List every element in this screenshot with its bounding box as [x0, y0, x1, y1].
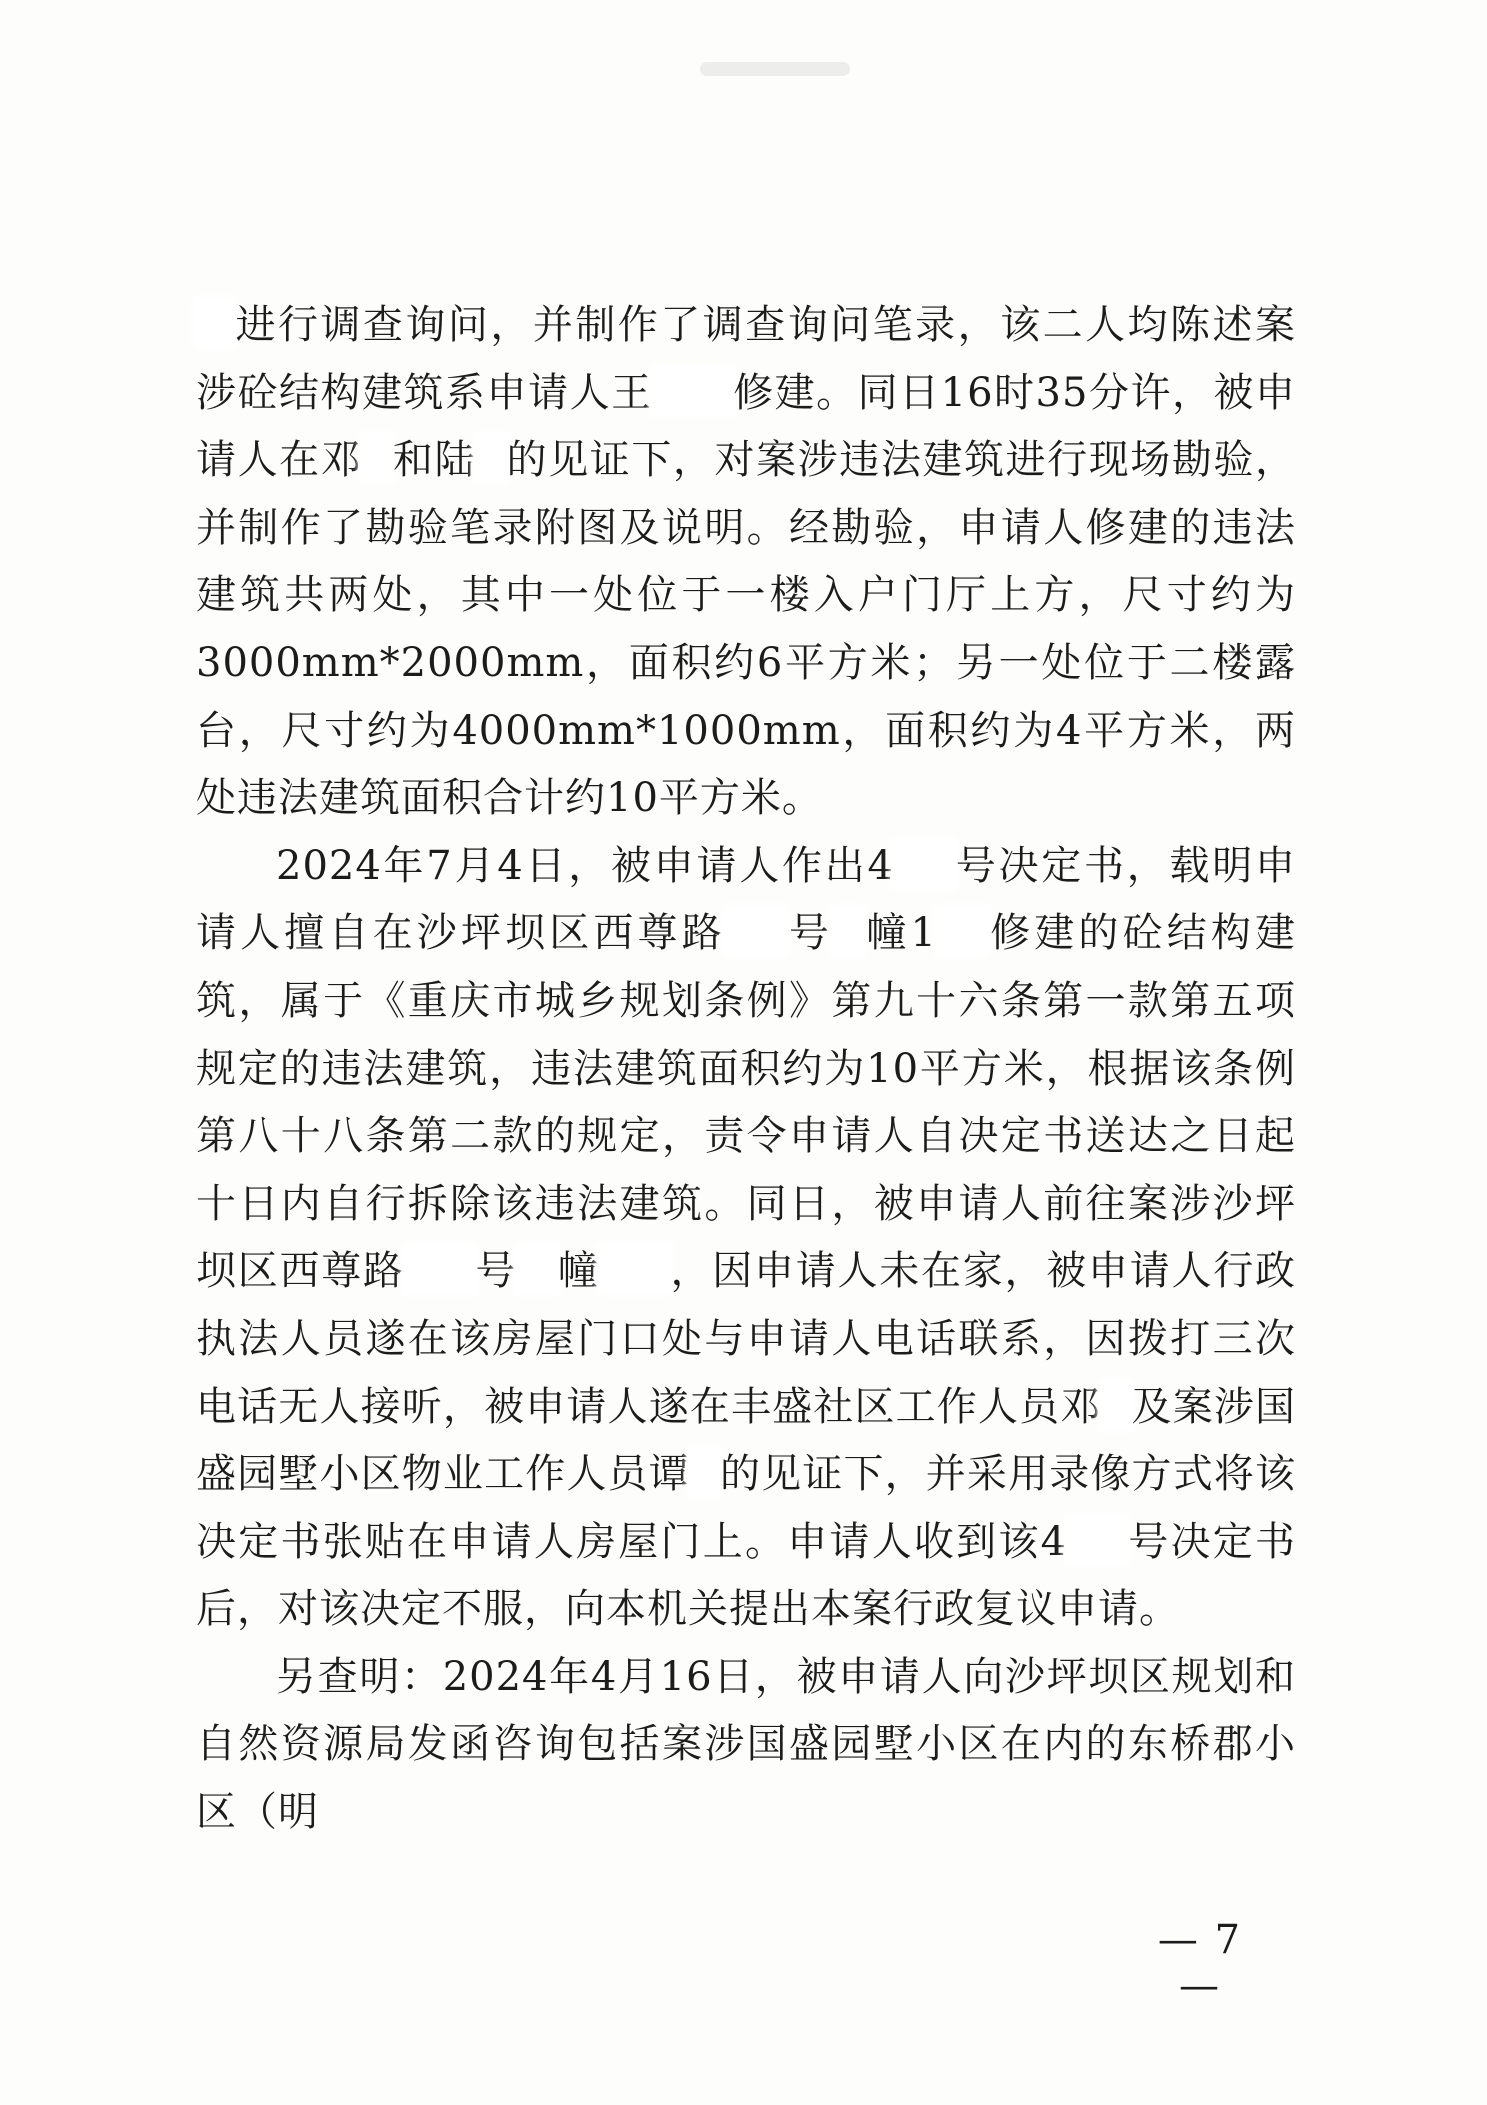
- paragraph-text: 号: [474, 1248, 518, 1295]
- paragraph-text: 进行调查询问，并制作了调查询问笔录，该二人均陈述案涉砼结构建筑系申请人王: [196, 302, 1296, 416]
- paragraph-text: 修建。同日16时35分许，被申请人在邓: [196, 369, 1297, 484]
- redaction-box: [833, 908, 863, 954]
- paragraph-text: 和陆: [392, 437, 477, 484]
- paragraph-text: 幢: [557, 1248, 600, 1295]
- paragraph-text: 修建的砼结构建筑，属于《重庆市城乡规划条例》第九十六条第一款第五项规定的违法建筑，违法建筑面积约为10平方米，根据该条例第八十八条第二款的规定，责令申请人自决定书送达之日起十日内自行拆除该违法建筑。同日，被申请人前往案涉沙坪坝区西尊路: [196, 910, 1297, 1295]
- redaction-box: [937, 908, 987, 954]
- header-stamp-mark: [700, 62, 850, 76]
- paragraph: [196, 833, 1296, 1644]
- redaction-box: [726, 908, 786, 954]
- redaction-box: [600, 1246, 670, 1292]
- page-number: — 7 —: [1157, 1917, 1243, 2009]
- paragraph: [196, 292, 1296, 833]
- redaction-box: [405, 1246, 475, 1292]
- paragraph-text: 号: [785, 910, 834, 957]
- paragraph-text: ，因申请人未在家，被申请人行政执法人员遂在该房屋门口处与申请人电话联系，因拨打三次电话无人接听，被申请人遂在丰盛社区工作人员邓: [196, 1248, 1296, 1430]
- paragraph-text: 号决定书后，对该决定不服，向本机关提出本案行政复议申请。: [196, 1518, 1297, 1633]
- paragraph: [196, 1644, 1296, 1847]
- redaction-box: [894, 841, 954, 887]
- paragraph-text: 及案涉国盛园墅小区物业工作人员谭: [196, 1383, 1297, 1498]
- paragraph-text: 的见证下，对案涉违法建筑进行现场勘验，并制作了勘验笔录附图及说明。经勘验，申请人修建的违法建筑共两处，其中一处位于一楼入户门厅上方，尺寸约为3000mm*2000mm，面积约6平方米；另一处位于二楼露台，尺寸约为4000mm*1000mm，面积约为4平方米，两处违法建筑面积合计约10平方米。: [196, 437, 1297, 822]
- paragraph-text: 另查明：2024年4月16日，被申请人向沙坪坝区规划和自然资源局发函咨询包括案涉国盛园墅小区在内的东桥郡小区（明: [196, 1653, 1296, 1836]
- paragraph-text: 幢1: [863, 910, 937, 957]
- document-body: [196, 292, 1296, 1847]
- paragraph-text: 2024年7月4日，被申请人作出4: [276, 842, 894, 889]
- redaction-box: [476, 435, 506, 481]
- redaction-box: [1067, 1517, 1127, 1563]
- redaction-box: [517, 1246, 557, 1292]
- redaction-box: [1101, 1382, 1131, 1428]
- redaction-box: [653, 368, 733, 414]
- redaction-box: [362, 435, 392, 481]
- paragraph-text: 的见证下，并采用录像方式将该决定书张贴在申请人房屋门上。申请人收到该4: [196, 1451, 1297, 1565]
- redaction-box: [196, 300, 234, 346]
- paragraph-text: 号决定书，载明申请人擅自在沙坪坝区西尊路: [196, 842, 1296, 957]
- redaction-box: [690, 1449, 720, 1495]
